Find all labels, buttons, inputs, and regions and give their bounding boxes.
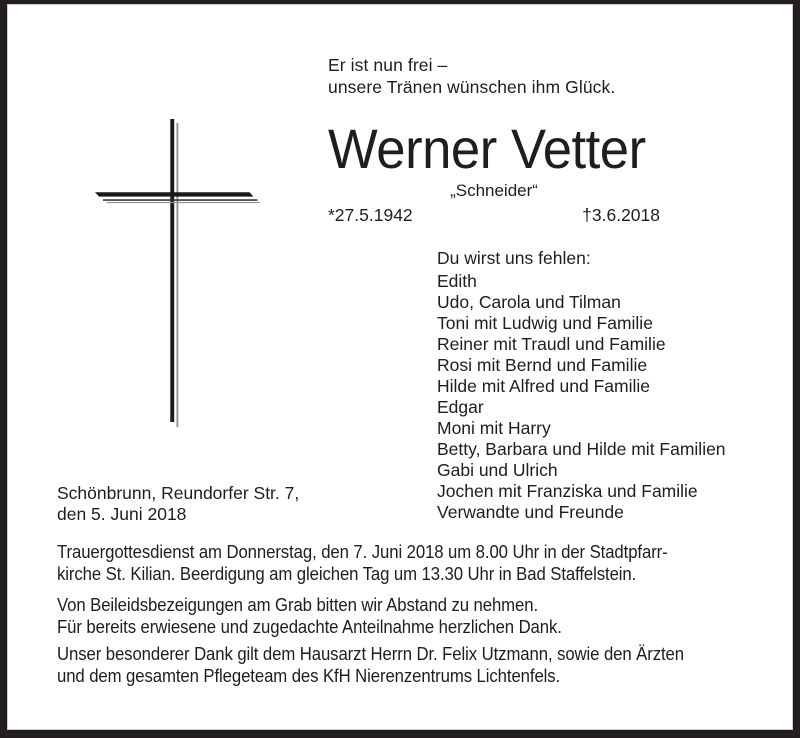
mourner-name: Udo, Carola und Tilman [437, 292, 621, 312]
life-dates [328, 204, 660, 226]
condolence-note [57, 594, 562, 638]
epigraph-line-2: unsere Tränen wünschen ihm Glück. [328, 77, 616, 97]
mourners-intro: Du wirst uns fehlen: [437, 248, 591, 268]
date-line: den 5. Juni 2018 [57, 504, 187, 524]
mourner-name: Gabi und Ulrich [437, 460, 558, 480]
condolence-line-1: Von Beileidsbezeigungen am Grab bitten wir Abstand zu nehmen. [57, 595, 539, 615]
mourner-name: Hilde mit Alfred und Familie [437, 376, 650, 396]
mourner-name: Rosi mit Bernd und Familie [437, 355, 648, 375]
deceased-nickname: „Schneider“ [450, 181, 538, 200]
service-info-line-1: Trauergottesdienst am Donnerstag, den 7. Juni 2018 um 8.00 Uhr in der Stadtpfarr- [57, 542, 668, 562]
place-date [57, 483, 299, 525]
thanks-line-1: Unser besonderer Dank gilt dem Hausarzt Herrn Dr. Felix Utzmann, sowie den Ärzten [57, 644, 684, 664]
epigraph [328, 54, 615, 98]
deceased-name: Werner Vetter [328, 117, 646, 180]
thanks-note [57, 643, 684, 687]
mourner-name: Edgar [437, 397, 484, 417]
memorial-cross-icon [88, 114, 268, 434]
mourner-name: Edith [437, 271, 477, 291]
mourner-name: Jochen mit Franziska und Familie [437, 481, 698, 501]
mourner-name: Toni mit Ludwig und Familie [437, 313, 653, 333]
service-info-line-2: kirche St. Kilian. Beerdigung am gleichen Tag um 13.30 Uhr in Bad Staffelstein. [57, 564, 637, 584]
mourner-name: Betty, Barbara und Hilde mit Familien [437, 439, 726, 459]
birth-date: *27.5.1942 [328, 205, 413, 225]
epigraph-line-1: Er ist nun frei – [328, 55, 448, 75]
death-date: †3.6.2018 [582, 205, 660, 225]
thanks-line-2: und dem gesamten Pflegeteam des KfH Nierenzentrums Lichtenfels. [57, 666, 561, 686]
mourners-list [437, 271, 726, 523]
condolence-line-2: Für bereits erwiesene und zugedachte Anteilnahme herzlichen Dank. [57, 617, 562, 637]
mourner-name: Verwandte und Freunde [437, 502, 624, 522]
service-info [57, 541, 668, 585]
mourners-section [437, 248, 726, 523]
place-line: Schönbrunn, Reundorfer Str. 7, [57, 483, 300, 503]
mourner-name: Moni mit Harry [437, 418, 551, 438]
mourner-name: Reiner mit Traudl und Familie [437, 334, 666, 354]
